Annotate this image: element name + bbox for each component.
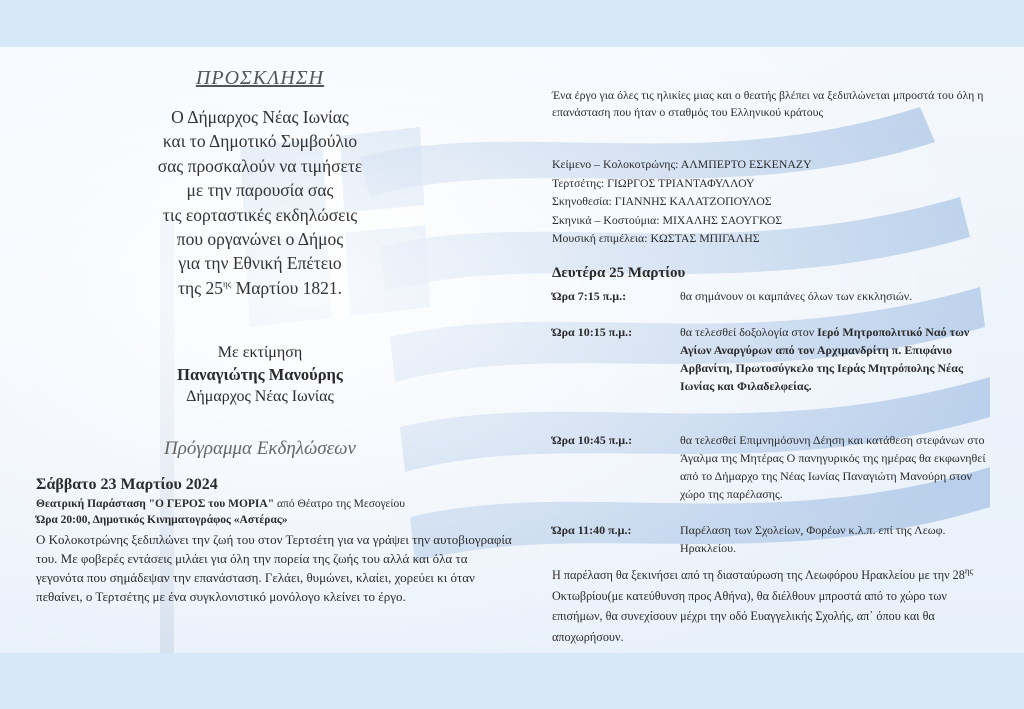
invitation-date-line <box>0 276 520 300</box>
credit-line: Σκηνοθεσία: ΓΙΑΝΝΗΣ ΚΑΛΑΤΖΟΠΟΥΛΟΣ <box>552 194 772 208</box>
signer-title: Δήμαρχος Νέας Ιωνίας <box>186 388 334 405</box>
invitation-line: που οργανώνει ο Δήμος <box>176 229 344 250</box>
schedule-text-plain: θα τελεσθεί δοξολογία στον <box>680 325 818 339</box>
invitation-line: σας προσκαλούν να τιμήσετε <box>157 155 363 176</box>
play-description: Ο Κολοκοτρώνης ξεδιπλώνει την ζωή του στον Τερτσέτη για να γράψει την αυτοβιογραφία του. Με φοβερές εντάσεις μιλάει για όλη την πορεία της ζωής του αλλά και όλα τα γεγονότα που σημάδεψαν την επανάσταση. Γελάει, θυμώνει, κλαίει, χορεύει κι όταν πεθαίνει, ο Τερτσέτης με ένα συγκλονιστικό μονόλογο κλείνει το έργο. <box>36 532 512 604</box>
closing-text-a: Η παρέλαση θα ξεκινήσει από τη διασταύρωση της Λεωφόρου Ηρακλείου με την 28 <box>552 568 965 582</box>
schedule-text: θα τελεσθεί Επιμνημόσυνη Δέηση και κατάθεση στεφάνων στο Άγαλμα της Μητέρας Ο πανηγυρικός της ημέρας θα εκφωνηθεί από το Δήμαρχο της Νέας Ιωνίας Παναγιώτη Μανούρη στον χώρο της παρέλασης. <box>680 433 986 501</box>
schedule-time: Ώρα 7:15 π.μ.: <box>552 289 627 303</box>
program-title: Πρόγραμμα Εκδηλώσεων <box>164 438 356 459</box>
credit-line: Σκηνικά – Κοστούμια: ΜΙΧΑΛΗΣ ΣΑΟΥΓΚΟΣ <box>552 212 783 227</box>
closing-text-b: Οκτωβρίου(με κατεύθυνση προς Αθήνα), θα διέλθουν μπροστά από το χώρο των επισήμων, θα συνεχίσουν μέχρι την οδό Ευαγγελικής Σχολής, απ᾽ όπου και θα αποχωρήσουν. <box>552 588 947 644</box>
credit-line: Κείμενο – Κολοκοτρώνης: ΑΛΜΠΕΡΤΟ ΕΣΚΕΝΑΖΥ <box>552 157 812 171</box>
invitation-card <box>0 47 1024 653</box>
signer-name: Παναγιώτης Μανούρης <box>177 365 343 384</box>
invitation-line: και το Δημοτικό Συμβούλιο <box>162 131 358 152</box>
closing-superscript: ης <box>964 565 974 576</box>
saturday-date: Σάββατο 23 Μαρτίου 2024 <box>36 476 218 493</box>
schedule-text: θα σημάνουν οι καμπάνες όλων των εκκλησιών. <box>680 289 913 303</box>
signature-block <box>0 342 520 408</box>
play-time-venue: Ώρα 20:00, Δημοτικός Κινηματογράφος «Αστέρας» <box>36 514 288 526</box>
invitation-line: με την παρουσία σας <box>186 180 334 201</box>
invitation-line: για την Εθνική Επέτειο <box>178 253 342 274</box>
schedule-item <box>552 521 992 557</box>
play-credits <box>552 155 992 248</box>
schedule-text-bold: Ιερό Μητροπολιτικό Ναό των Αγίων Αναργύρων από τον Αρχιμανδρίτη π. Επιφάνιο Αρβανίτη, Πρωτοσύγκελο της Ιεράς Μητρόπολης Νέας Ιωνίας και Φιλαδελφείας. <box>680 325 970 393</box>
parade-route-note <box>552 565 992 647</box>
schedule-time: Ώρα 10:45 π.μ.: <box>552 433 633 447</box>
invitation-line: τις εορταστικές εκδηλώσεις <box>162 204 358 225</box>
regards-text: Με εκτίμηση <box>217 344 303 361</box>
schedule-item <box>552 431 992 503</box>
schedule-item <box>552 323 992 395</box>
play-intro: Ένα έργο για όλες τις ηλικίες μιας και ο θεατής βλέπει να ξεδιπλώνεται μπροστά του όλη η επανάσταση που ήταν ο σταθμός του Ελληνικού κράτους <box>552 88 984 119</box>
play-line <box>36 496 516 512</box>
schedule-item <box>552 287 992 305</box>
play-company: από Θέατρο της Μεσογείου <box>274 498 405 510</box>
date-suffix: Μαρτίου 1821. <box>231 277 343 298</box>
schedule-time: Ώρα 11:40 π.μ.: <box>552 523 632 537</box>
saturday-section <box>36 476 516 606</box>
credit-line: Τερτσέτης: ΓΙΩΡΓΟΣ ΤΡΙΑΝΤΑΦΥΛΛΟΥ <box>552 175 755 190</box>
play-time-line <box>36 512 516 528</box>
schedule-text <box>680 323 992 395</box>
monday-title: Δευτέρα 25 Μαρτίου <box>552 265 686 281</box>
schedule-text: Παρέλαση των Σχολείων, Φορέων κ.λ.π. επί της Λεωφ. Ηρακλείου. <box>680 523 946 555</box>
invitation-title: ΠΡΟΣΚΛΗΣΗ <box>195 67 325 89</box>
invitation-line: Ο Δήμαρχος Νέας Ιωνίας <box>171 107 349 127</box>
schedule-time: Ώρα 10:15 π.μ.: <box>552 325 633 339</box>
play-title: Θεατρική Παράσταση "Ο ΓΕΡΟΣ του ΜΟΡΙΑ" <box>36 498 275 510</box>
date-superscript: ης <box>222 279 232 290</box>
date-prefix: της 25 <box>177 277 223 298</box>
credit-line: Μουσική επιμέλεια: ΚΩΣΤΑΣ ΜΠΙΓΑΛΗΣ <box>552 231 760 245</box>
invitation-body <box>0 105 520 300</box>
